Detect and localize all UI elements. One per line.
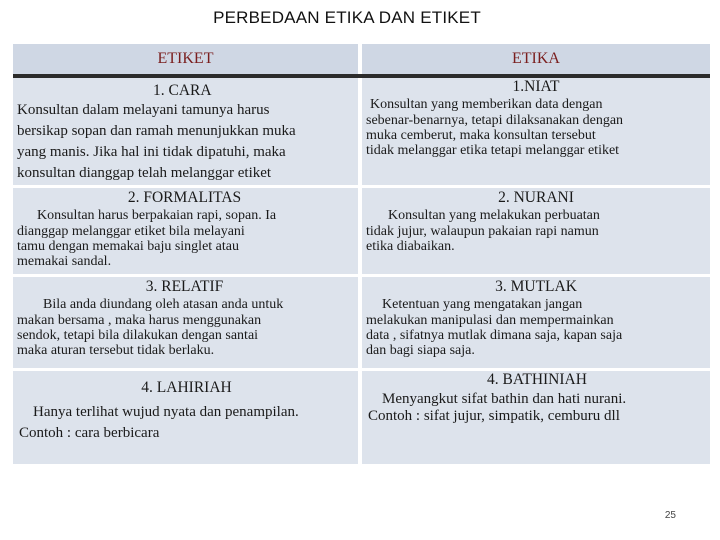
row-text-line: tidak jujur, walaupun pakaian rapi namun <box>366 224 599 239</box>
etiket-relatif-cell <box>13 277 358 368</box>
row-text-line: melakukan manipulasi dan mempermainkan <box>366 313 614 328</box>
etiket-lahiriah-cell <box>13 371 358 464</box>
row-text-line: Menyangkut sifat bathin dan hati nurani. <box>382 391 627 407</box>
row-heading: 3. RELATIF <box>145 278 224 295</box>
etika-nurani-cell <box>362 188 710 274</box>
comparison-table <box>13 44 710 464</box>
row-text-line: maka aturan tersebut tidak berlaku. <box>17 343 215 358</box>
row-text-line: Konsultan yang melakukan perbuatan <box>388 208 600 223</box>
row-text-line: memakai sandal. <box>17 254 112 269</box>
slide-title: PERBEDAAN ETIKA DAN ETIKET <box>213 8 481 27</box>
row-heading: 1. CARA <box>153 82 212 99</box>
row-text-line: Contoh : cara berbicara <box>19 425 160 441</box>
etiket-formalitas-cell <box>13 188 358 274</box>
etiket-cara-cell <box>13 78 358 185</box>
row-text-line: data , sifatnya mutlak dimana saja, kapan saja <box>366 328 623 343</box>
row-text-line: dan bagi siapa saja. <box>366 343 475 358</box>
row-text-line: etika diabaikan. <box>366 239 455 254</box>
row-heading: 4. LAHIRIAH <box>141 379 232 396</box>
row-text-line: yang manis. Jika hal ini tidak dipatuhi, maka <box>17 144 286 160</box>
row-heading: 1.NIAT <box>512 78 560 95</box>
row-heading: 2. NURANI <box>498 189 574 206</box>
row-text-line: bersikap sopan dan ramah menunjukkan muka <box>17 123 296 139</box>
etika-mutlak-cell <box>362 277 710 368</box>
row-text-line: Konsultan yang memberikan data dengan <box>370 97 603 112</box>
row-text-line: tidak melanggar etika tetapi melanggar etiket <box>366 143 620 158</box>
row-text-line: makan bersama , maka harus menggunakan <box>17 313 262 328</box>
etika-niat-cell <box>362 78 710 185</box>
row-heading: 3. MUTLAK <box>495 278 577 295</box>
etika-bathiniah-cell <box>362 371 710 464</box>
row-text-line: Ketentuan yang mengatakan jangan <box>382 297 583 312</box>
row-heading: 4. BATHINIAH <box>487 371 587 388</box>
row-text-line: sebenar-benarnya, tetapi dilaksanakan dengan <box>366 113 624 128</box>
page-number: 25 <box>664 510 676 521</box>
row-text-line: Bila anda diundang oleh atasan anda untuk <box>43 297 284 312</box>
row-text-line: Konsultan harus berpakaian rapi, sopan. Ia <box>37 208 277 223</box>
row-text-line: dianggap melanggar etiket bila melayani <box>17 224 245 239</box>
row-text-line: muka cemberut, maka konsultan tersebut <box>366 128 596 143</box>
header-etika: ETIKA <box>362 44 710 74</box>
row-text-line: Contoh : sifat jujur, simpatik, cemburu dll <box>368 408 620 424</box>
header-etiket: ETIKET <box>13 44 358 74</box>
row-text-line: sendok, tetapi bila dilakukan dengan santai <box>17 328 259 343</box>
row-text-line: Konsultan dalam melayani tamunya harus <box>17 102 270 118</box>
row-heading: 2. FORMALITAS <box>127 189 242 206</box>
row-text-line: Hanya terlihat wujud nyata dan penampilan. <box>33 404 299 420</box>
row-text-line: tamu dengan memakai baju singlet atau <box>17 239 239 254</box>
row-text-line: konsultan dianggap telah melanggar etiket <box>17 165 272 181</box>
